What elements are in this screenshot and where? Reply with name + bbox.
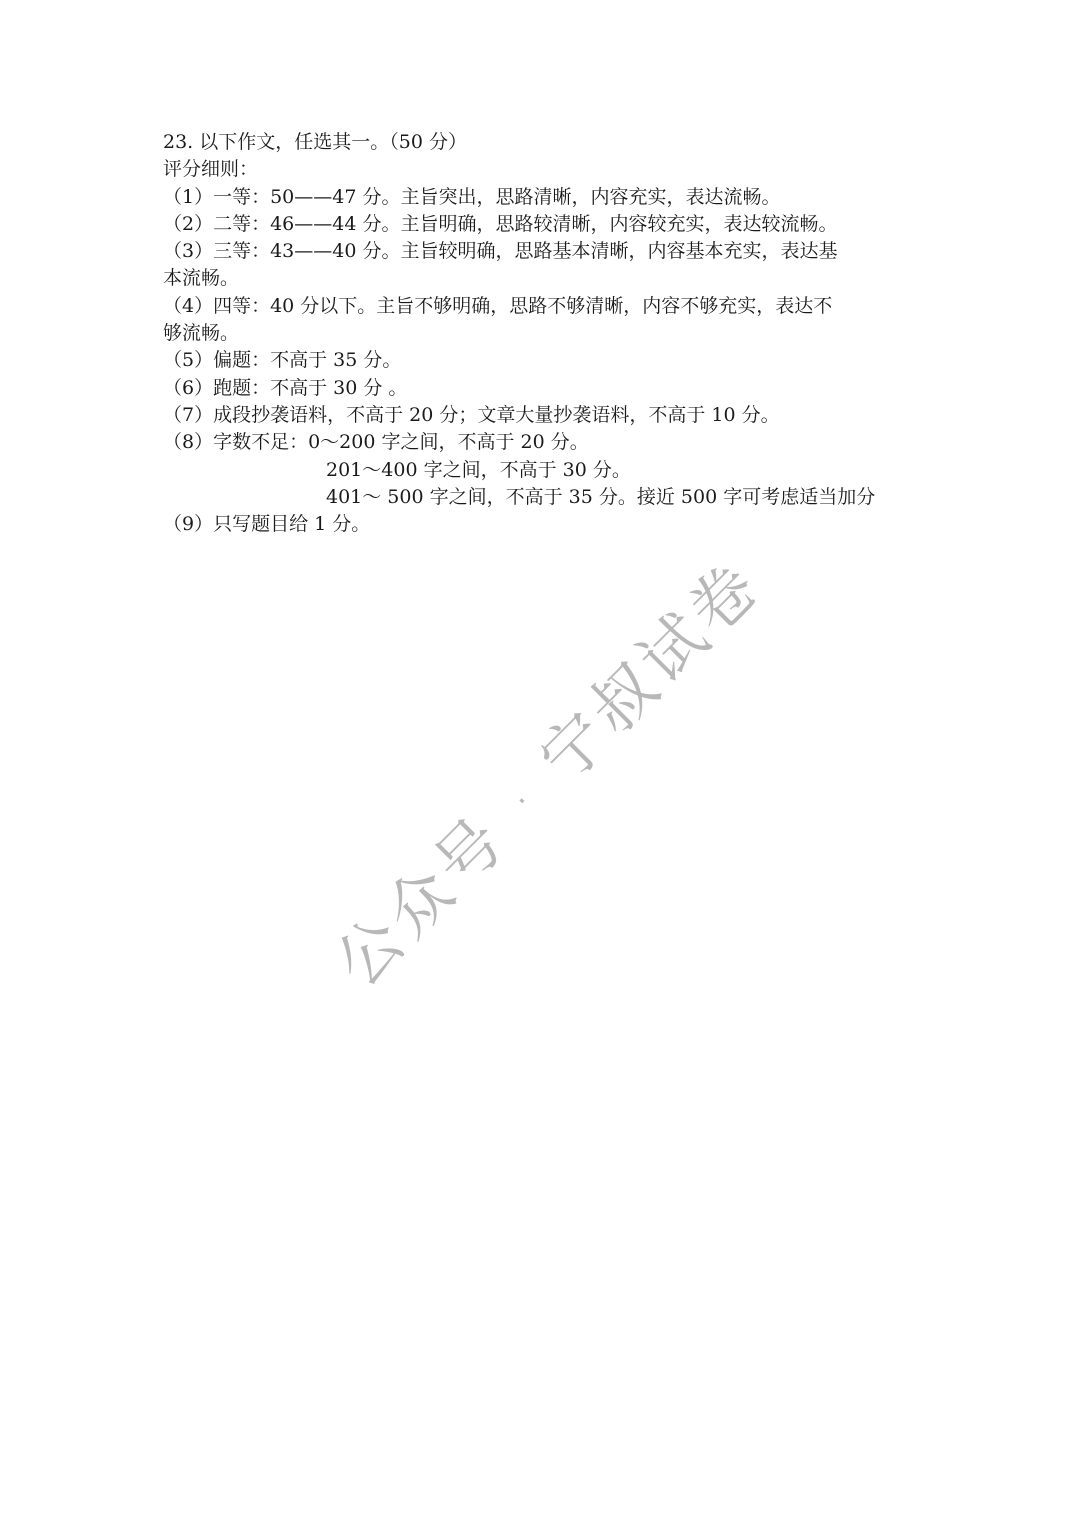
document-body	[0, 129, 1080, 538]
rule-item-5: （5）偏题：不高于 35 分。	[163, 349, 402, 372]
rule-item-8: （8）字数不足：0～200 字之间，不高于 20 分。	[163, 431, 589, 454]
rule-item-9: （9）只写题目给 1 分。	[163, 513, 371, 536]
rules-heading: 评分细则：	[163, 158, 259, 181]
rule-item-8-sub-1: 201～400 字之间，不高于 30 分。	[326, 458, 631, 481]
question-title: 23. 以下作文，任选其一。（50 分）	[163, 131, 467, 153]
watermark: 公众号 · 宁叔试卷	[321, 546, 777, 1002]
rule-item-2: （2）二等：46——44 分。主旨明确，思路较清晰，内容较充实，表达较流畅。	[163, 212, 838, 235]
rule-item-8-sub-2: 401～ 500 字之间，不高于 35 分。接近 500 字可考虑适当加分	[326, 485, 876, 508]
rule-item-6: （6）跑题：不高于 30 分 。	[163, 376, 408, 399]
rule-item-7: （7）成段抄袭语料，不高于 20 分；文章大量抄袭语料，不高于 10 分。	[163, 403, 780, 426]
rule-item-1: （1）一等：50——47 分。主旨突出，思路清晰，内容充实，表达流畅。	[163, 185, 781, 208]
rule-item-3: （3）三等：43——40 分。主旨较明确，思路基本清晰，内容基本充实，表达基	[163, 240, 838, 263]
rule-item-4: （4）四等：40 分以下。主旨不够明确，思路不够清晰，内容不够充实，表达不	[163, 294, 833, 317]
rule-item-4-continuation: 够流畅。	[163, 322, 240, 345]
rule-item-3-continuation: 本流畅。	[163, 267, 240, 290]
